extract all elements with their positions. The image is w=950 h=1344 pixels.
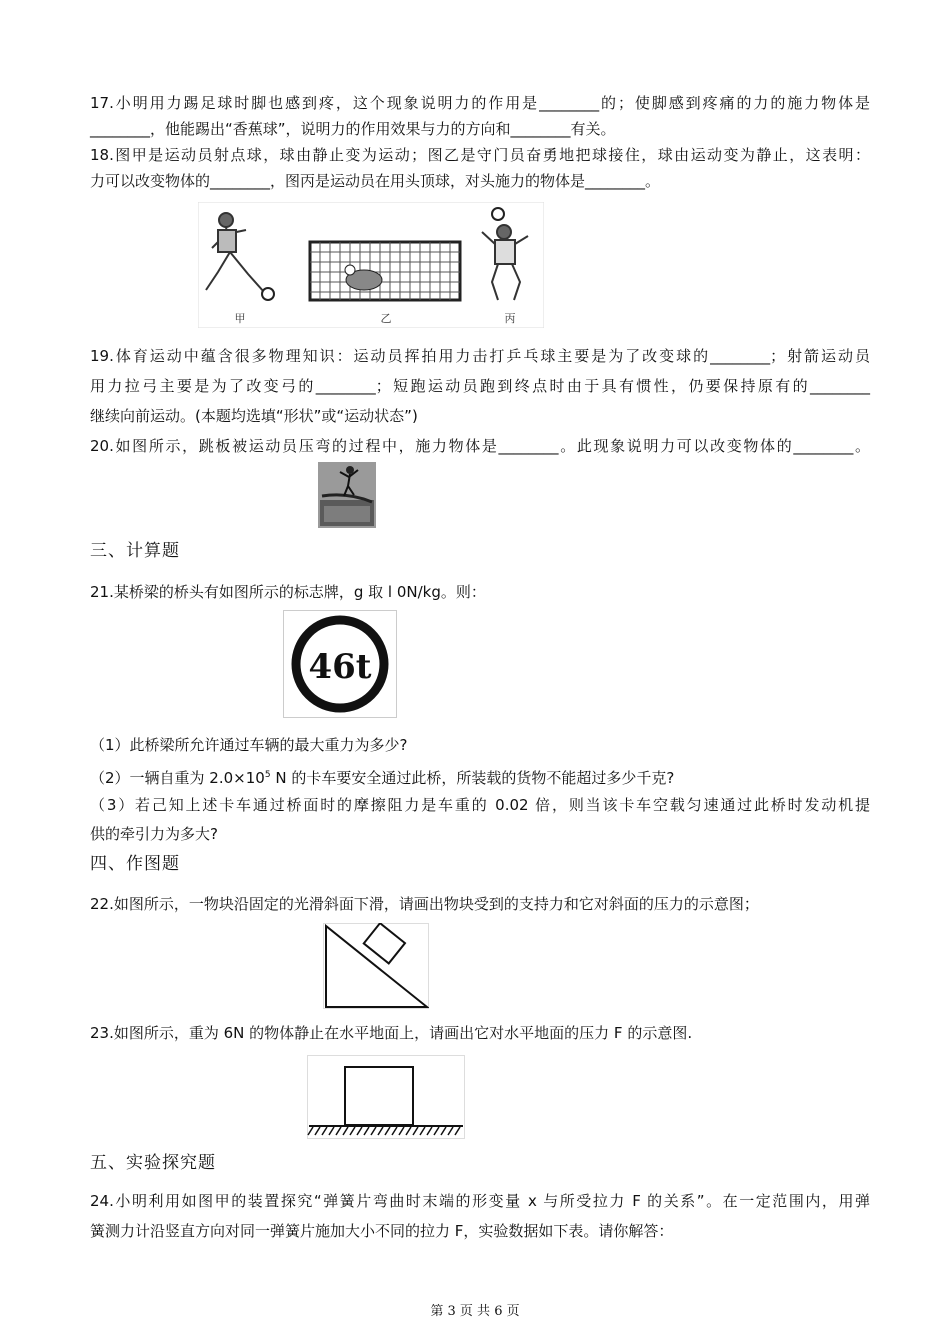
q17-line-2: ________，他能踢出“香蕉球”，说明力的作用效果与力的方向和________有关。 xyxy=(90,120,616,138)
figure-label-bing: 丙 xyxy=(504,312,516,325)
figure-label-jia: 甲 xyxy=(234,312,246,325)
q19-line-3: 继续向前运动。(本题均选填“形状”或“运动状态”) xyxy=(90,407,418,425)
diving-board-svg xyxy=(318,462,376,528)
weight-limit-sign-svg xyxy=(283,610,397,718)
q21-sub-2-suffix: N 的卡车要安全通过此桥，所装载的货物不能超过多少千克? xyxy=(270,769,675,787)
q18-line-1: 18.图甲是运动员射点球，球由静止变为运动；图乙是守门员奋勇地把球接住，球由运动变为静止，这表明： xyxy=(90,146,870,164)
incline-figure-svg xyxy=(323,923,429,1009)
page-number-footer: 第 3 页 共 6 页 xyxy=(430,1304,520,1319)
resting-block xyxy=(345,1067,413,1125)
section-title-drawing: 四、作图题 xyxy=(90,854,180,874)
q22-line-1: 22.如图所示，一物块沿固定的光滑斜面下滑，请画出物块受到的支持力和它对斜面的压力的示意图； xyxy=(90,895,759,913)
q24-line-2: 簧测力计沿竖直方向对同一弹簧片施加大小不同的拉力 F，实验数据如下表。请你解答： xyxy=(90,1222,674,1240)
incline-figure xyxy=(323,923,429,1009)
block-on-ground-figure xyxy=(307,1055,465,1139)
q21-sub-2-exponent: 5 xyxy=(264,770,271,780)
block-on-ground-svg xyxy=(307,1055,465,1139)
q18-line-2: 力可以改变物体的________，图丙是运动员在用头顶球，对头施力的物体是________。 xyxy=(90,172,661,190)
q21-line-1: 21.某桥梁的桥头有如图所示的标志牌，g 取 l 0N/kg。则： xyxy=(90,583,486,601)
q21-sub-2 xyxy=(90,764,870,789)
q23-line-1: 23.如图所示，重为 6N 的物体静止在水平地面上，请画出它对水平地面的压力 F 的示意图. xyxy=(90,1024,693,1042)
diving-board-photo xyxy=(318,462,376,528)
football-figure-svg xyxy=(198,202,544,328)
q21-sub-2-prefix: （2）一辆自重为 2.0×10 xyxy=(90,769,265,787)
q21-sub-3-line-2: 供的牵引力为多大? xyxy=(90,825,218,843)
q21-sub-3-line-1: （3）若己知上述卡车通过桥面时的摩擦阻力是车重的 0.02 倍，则当该卡车空载匀速通过此桥时发动机提 xyxy=(90,796,870,814)
section-title-calculation: 三、计算题 xyxy=(90,541,180,561)
q17-line-1: 17.小明用力踢足球时脚也感到疼，这个现象说明力的作用是________的；使脚感到疼痛的力的施力物体是 xyxy=(90,94,870,112)
weight-limit-sign xyxy=(283,610,397,718)
q24-line-1: 24.小明利用如图甲的装置探究“弹簧片弯曲时末端的形变量 x 与所受拉力 F 的关系”。在一定范围内，用弹 xyxy=(90,1192,870,1210)
q20-line-1: 20.如图所示，跳板被运动员压弯的过程中，施力物体是________。此现象说明力可以改变物体的________。 xyxy=(90,437,870,455)
weight-limit-value: 46t xyxy=(308,647,372,687)
q21-sub-1: （1）此桥梁所允许通过车辆的最大重力为多少? xyxy=(90,736,408,754)
figure-label-yi: 乙 xyxy=(380,312,392,325)
q19-line-1: 19.体育运动中蕴含很多物理知识：运动员挥拍用力击打乒乓球主要是为了改变球的________；射箭运动员 xyxy=(90,347,870,365)
football-figure xyxy=(198,202,544,328)
q19-line-2: 用力拉弓主要是为了改变弓的________；短跑运动员跑到终点时由于具有惯性，仍要保持原有的________ xyxy=(90,377,870,395)
section-title-experiment: 五、实验探究题 xyxy=(90,1153,216,1173)
